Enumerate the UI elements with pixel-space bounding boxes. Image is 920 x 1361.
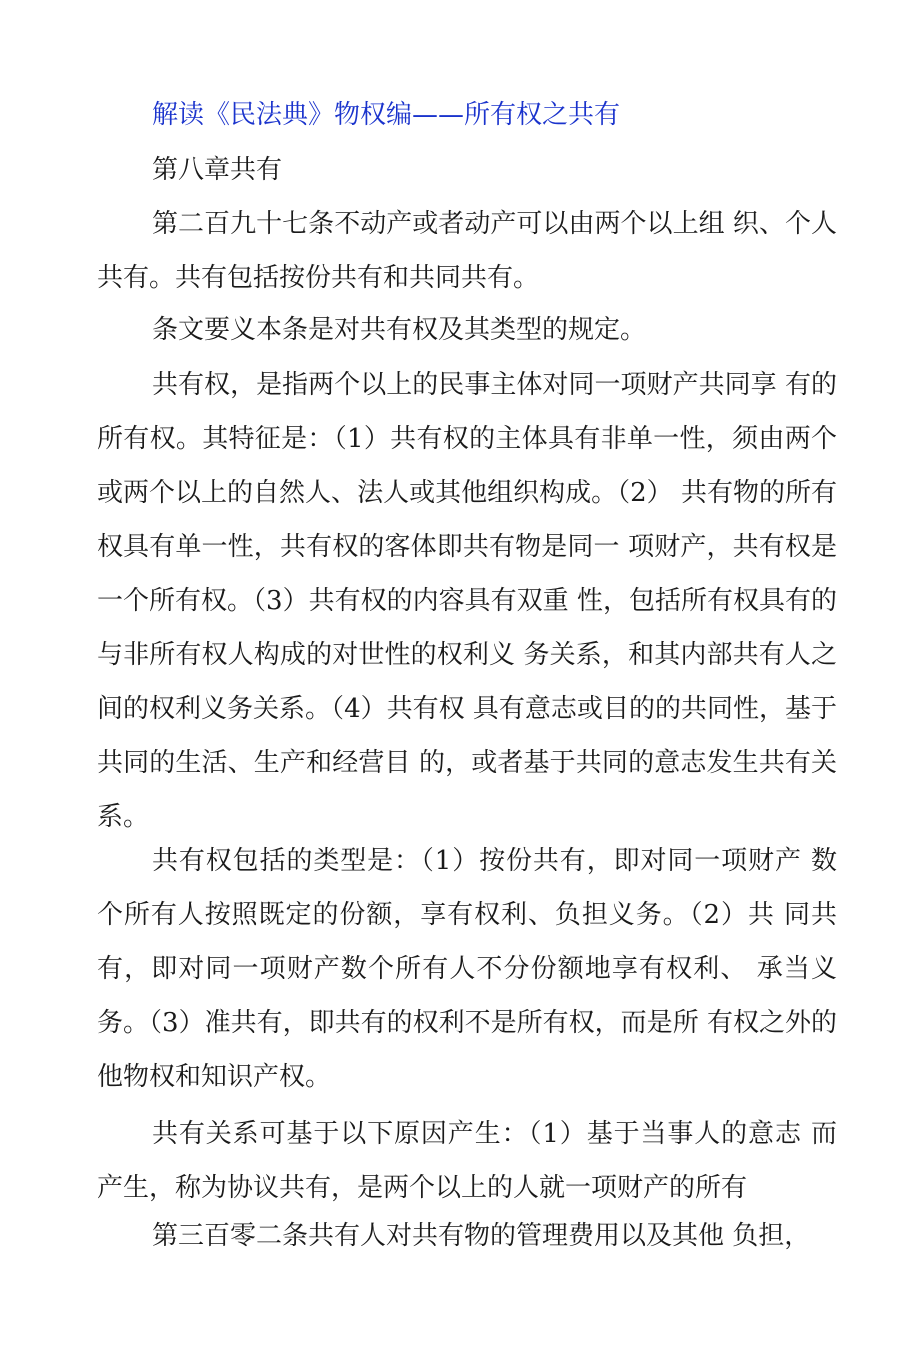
paragraph-article-302: 第三百零二条共有人对共有物的管理费用以及其他 负担， — [152, 1221, 811, 1251]
paragraph-co-ownership-causes: 共有关系可基于以下原因产生：（1）基于当事人的意志 而产生，称为协议共有，是两个以上的人就一项财产的所有 — [97, 1119, 837, 1203]
paragraph-article-297: 第二百九十七条不动产或者动产可以由两个以上组 织、个人共有。共有包括按份共有和共同共有。 — [97, 209, 837, 293]
document-title: 解读《民法典》物权编——所有权之共有 — [152, 100, 621, 130]
paragraph-co-ownership-types: 共有权包括的类型是：（1）按份共有，即对同一项财产 数个所有人按照既定的份额，享有权利、负担义务。（2）共 同共有，即对同一项财产数个所有人不分份额地享有权利、 承当义务。（3）准共有，即共有的权利不是所有权，而是所 有权之外的他物权和知识产权。 — [97, 846, 837, 1092]
chapter-heading: 第八章共有 — [152, 155, 283, 185]
paragraph-summary: 条文要义本条是对共有权及其类型的规定。 — [152, 315, 647, 345]
paragraph-co-ownership-definition: 共有权，是指两个以上的民事主体对同一项财产共同享 有的所有权。其特征是：（1）共有权的主体具有非单一性，须由两个或两个以上的自然人、法人或其他组织构成。（2） 共有物的所有权具有单一性，共有权的客体即共有物是同一 项财产，共有权是一个所有权。（3）共有权的内容具有双重 性，包括所有权具有的与非所有权人构成的对世性的权利义 务关系，和其内部共有人之间的权利义务关系。（4）共有权 具有意志或目的的共同性，基于共同的生活、生产和经营目 的，或者基于共同的意志发生共有关系。 — [97, 370, 837, 832]
